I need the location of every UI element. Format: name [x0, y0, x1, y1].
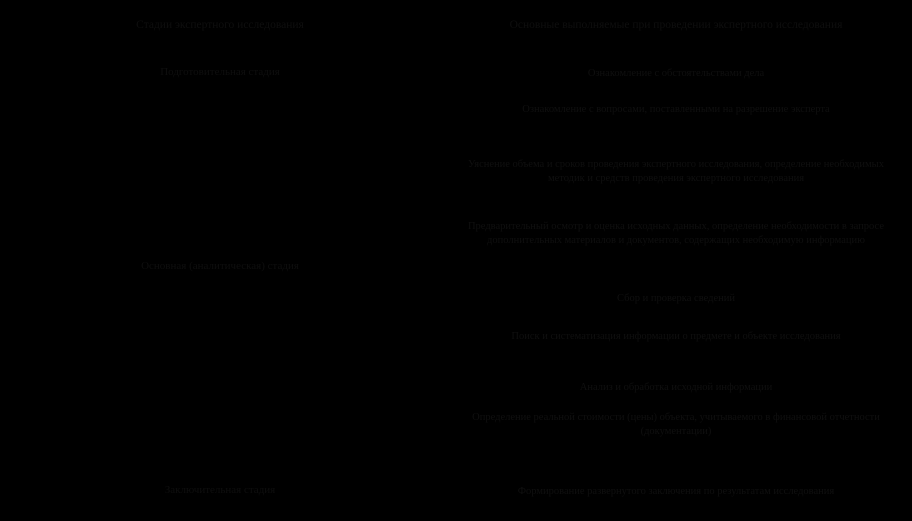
stage-label-preliminary: Подготовительная стадия: [160, 66, 280, 78]
actions-column: [440, 0, 912, 521]
action-item: Ознакомление с вопросами, поставленными на разрешение эксперта: [522, 104, 830, 115]
stage-label-main: Основная (аналитическая) стадия: [141, 260, 299, 272]
action-item: Сбор и проверка сведений: [617, 293, 735, 304]
stage-label-final: Заключительная стадия: [164, 484, 276, 496]
header-left-title: Стадии экспертного исследования: [136, 19, 304, 31]
action-item: Предварительный осмотр и оценка исходных данных, определение необходимости в запросе дополнительных материалов и документов, содержащих необходимую информацию: [467, 221, 885, 246]
action-item: Уяснение объема и сроков проведения экспертного исследования, определение необходимых методик и средств проведения экспертного исследования: [468, 159, 884, 184]
action-item: Определение реальной стоимости (цены) объекта, учитываемого в финансовой отчетности (документации): [472, 412, 880, 437]
action-item: Формирование развернутого заключения по результатам исследования: [517, 486, 835, 497]
header-right-title: Основные выполняемые при проведении экспертного исследования: [509, 19, 843, 31]
action-item: Анализ и обработка исходной информации: [579, 382, 773, 393]
action-item: Поиск и систематизация информации о предмете и объекте исследования: [511, 331, 841, 342]
action-item: Ознакомление с обстоятельствами дела: [587, 68, 765, 79]
